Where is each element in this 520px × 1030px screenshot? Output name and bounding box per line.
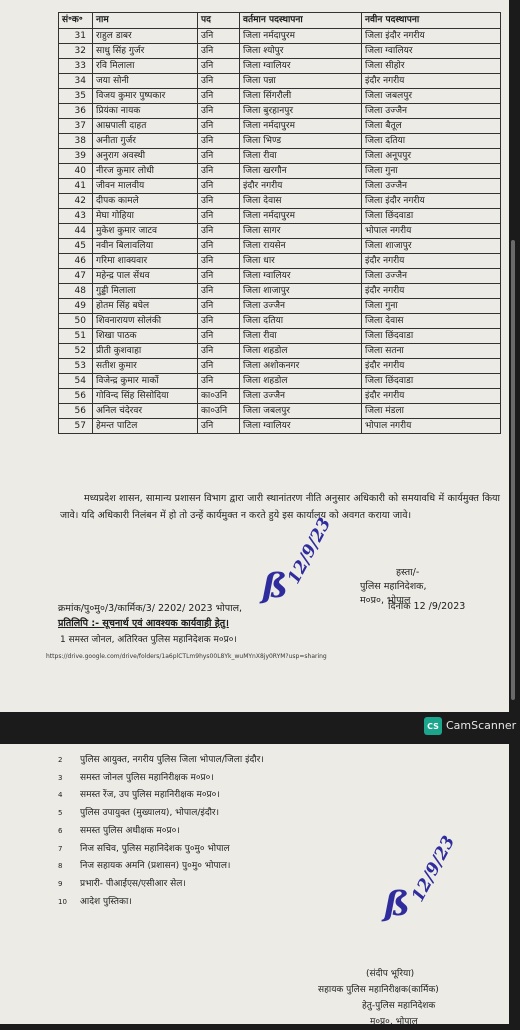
cell-serial: 49 [59, 299, 93, 314]
cell-current-posting: इंदौर नगरीय [240, 179, 362, 194]
cell-serial: 47 [59, 269, 93, 284]
cell-current-posting: जिला शाजापुर [240, 284, 362, 299]
cell-new-posting: जिला जबलपुर [362, 89, 501, 104]
cell-serial: 34 [59, 74, 93, 89]
list-item [58, 752, 264, 770]
signature-line: पुलिस महानिदेशक, [360, 581, 427, 592]
handwritten-initials: ß [384, 884, 410, 924]
list-item [58, 858, 264, 876]
cell-current-posting: जिला सागर [240, 224, 362, 239]
cell-name: गरिमा शाक्यवार [93, 254, 198, 269]
table-row [59, 224, 501, 239]
cell-current-posting: जिला ग्वालियर [240, 269, 362, 284]
table-row [59, 179, 501, 194]
signature-line: हस्ता/- [396, 567, 420, 578]
cell-new-posting: जिला उज्जैन [362, 179, 501, 194]
cell-current-posting: जिला धार [240, 254, 362, 269]
scanner-footer-band [0, 712, 520, 740]
signature-line: म०प्र०, भोपाल [370, 1017, 418, 1027]
cell-serial: 45 [59, 239, 93, 254]
table-row [59, 74, 501, 89]
header-name: नाम [93, 13, 198, 29]
header-rank: पद [198, 13, 240, 29]
signature-line: (संदीप भूरिया) [366, 969, 415, 979]
cell-rank: का०उनि [198, 389, 240, 404]
cell-new-posting: जिला सतना [362, 344, 501, 359]
cell-serial: 36 [59, 104, 93, 119]
cell-new-posting: जिला सीहोर [362, 59, 501, 74]
cell-new-posting: जिला छिंदवाडा [362, 209, 501, 224]
table-row [59, 314, 501, 329]
list-item-text: समस्त पुलिस अधीक्षक म०प्र०। [80, 825, 180, 836]
cell-rank: उनि [198, 374, 240, 389]
distribution-list [58, 752, 264, 911]
header-new-posting: नवीन पदस्थापना [362, 13, 501, 29]
cell-rank: उनि [198, 164, 240, 179]
transfer-table [58, 12, 501, 434]
cell-name: नवीन बिलावलिया [93, 239, 198, 254]
cell-serial: 41 [59, 179, 93, 194]
cell-rank: उनि [198, 209, 240, 224]
cell-serial: 40 [59, 164, 93, 179]
table-row [59, 134, 501, 149]
cell-name: महेन्द्र पाल सेंधव [93, 269, 198, 284]
cell-rank: उनि [198, 104, 240, 119]
table-row [59, 209, 501, 224]
cell-name: सतीश कुमार [93, 359, 198, 374]
table-header-row [59, 13, 501, 29]
cell-new-posting: जिला उज्जैन [362, 104, 501, 119]
cell-current-posting: जिला ग्वालियर [240, 59, 362, 74]
cell-rank: उनि [198, 44, 240, 59]
list-item-text: पुलिस आयुक्त, नगरीय पुलिस जिला भोपाल/जिला इंदौर। [80, 755, 264, 765]
camscanner-logo-icon: CS [424, 717, 442, 735]
table-row [59, 299, 501, 314]
cell-current-posting: जिला नर्मदापुरम [240, 119, 362, 134]
cell-current-posting: जिला देवास [240, 194, 362, 209]
cell-name: गोविन्द सिंह सिसोदिया [93, 389, 198, 404]
cell-new-posting: जिला गुना [362, 299, 501, 314]
cell-serial: 51 [59, 329, 93, 344]
cell-name: शिवनारायण सोलंकी [93, 314, 198, 329]
list-item-number: 3 [58, 773, 63, 782]
cell-serial: 32 [59, 44, 93, 59]
cell-name: शिखा पाठक [93, 329, 198, 344]
header-current-posting: वर्तमान पदस्थापना [240, 13, 362, 29]
list-item [58, 876, 264, 894]
cell-current-posting: जिला उज्जैन [240, 299, 362, 314]
cell-current-posting: जिला नर्मदापुरम [240, 209, 362, 224]
list-item-number: 7 [58, 844, 63, 853]
cell-name: गुड्डी मिलाला [93, 284, 198, 299]
cell-serial: 43 [59, 209, 93, 224]
cell-rank: उनि [198, 149, 240, 164]
cell-serial: 35 [59, 89, 93, 104]
cell-new-posting: जिला इंदौर नगरीय [362, 194, 501, 209]
cell-name: साधु सिंह गुर्जर [93, 44, 198, 59]
list-item-number: 6 [58, 826, 63, 835]
list-item [58, 823, 264, 841]
table-row [59, 374, 501, 389]
cell-current-posting: जिला भिण्ड [240, 134, 362, 149]
list-item-text: प्रभारी- पीआईएस/एसीआर सेल। [80, 878, 186, 889]
scrollbar[interactable] [511, 240, 515, 700]
handwritten-initials: ß [262, 566, 288, 606]
cell-rank: उनि [198, 59, 240, 74]
table-row [59, 359, 501, 374]
cell-rank: उनि [198, 29, 240, 44]
cell-name: होतम सिंह बघेल [93, 299, 198, 314]
cell-current-posting: जिला दतिया [240, 314, 362, 329]
table-row [59, 419, 501, 434]
list-item-text: निज सचिव, पुलिस महानिदेशक पु०मु० भोपाल [80, 843, 230, 854]
table-row [59, 194, 501, 209]
cell-rank: उनि [198, 419, 240, 434]
cell-rank: उनि [198, 74, 240, 89]
table-row [59, 89, 501, 104]
list-item-text: निज सहायक अमनि (प्रशासन) पु०मु० भोपाल। [80, 861, 231, 872]
handwritten-date: 12/9/23 [284, 514, 336, 588]
cell-name: अनिल चंदेरवर [93, 404, 198, 419]
cell-serial: 39 [59, 149, 93, 164]
reference-number: क्रमांक/पु०मु०/3/कार्मिक/3/ 2202/ 2023 भोपाल, [58, 603, 243, 614]
order-date: दिनांक 12 /9/2023 [388, 601, 466, 612]
cell-serial: 46 [59, 254, 93, 269]
cell-current-posting: जिला बुरहानपुर [240, 104, 362, 119]
cell-rank: का०उनि [198, 404, 240, 419]
drive-link[interactable]: https://drive.google.com/drive/folders/1a6plCTLm9hys00L8Yk_wuMYnX8jy0RYM?usp=sharing [46, 653, 327, 660]
cell-name: प्रियंका नायक [93, 104, 198, 119]
list-item [58, 841, 264, 859]
cell-new-posting: इंदौर नगरीय [362, 74, 501, 89]
cell-current-posting: जिला खरगौन [240, 164, 362, 179]
cell-current-posting: जिला श्योपुर [240, 44, 362, 59]
table-row [59, 284, 501, 299]
cell-new-posting: जिला छिंदवाडा [362, 374, 501, 389]
cell-current-posting: जिला पन्ना [240, 74, 362, 89]
cell-new-posting: जिला देवास [362, 314, 501, 329]
cell-rank: उनि [198, 254, 240, 269]
cell-new-posting: इंदौर नगरीय [362, 389, 501, 404]
cell-serial: 42 [59, 194, 93, 209]
copy-item: 1 समस्त जोनल, अतिरिक्त पुलिस महानिदेशक म०प्र०। [60, 635, 237, 645]
header-serial: सं॰क॰ [59, 13, 93, 29]
cell-current-posting: जिला रायसेन [240, 239, 362, 254]
cell-rank: उनि [198, 194, 240, 209]
cell-rank: उनि [198, 239, 240, 254]
list-item [58, 787, 264, 805]
cell-serial: 37 [59, 119, 93, 134]
signature-line: सहायक पुलिस महानिरीक्षक(कार्मिक) [318, 985, 439, 995]
table-row [59, 119, 501, 134]
camscanner-label: CamScanner [446, 719, 517, 732]
cell-new-posting: इंदौर नगरीय [362, 254, 501, 269]
cell-name: विजेन्द्र कुमार मार्को [93, 374, 198, 389]
cell-name: नीरज कुमार लोधी [93, 164, 198, 179]
cell-name: प्रीती कुशवाहा [93, 344, 198, 359]
table-row [59, 29, 501, 44]
cell-name: आम्रपाली दाहत [93, 119, 198, 134]
cell-new-posting: जिला अनूपपुर [362, 149, 501, 164]
signature-block-aig [318, 966, 439, 1030]
cell-current-posting: जिला रीवा [240, 149, 362, 164]
cell-rank: उनि [198, 344, 240, 359]
cell-current-posting: जिला शहडोल [240, 374, 362, 389]
cell-new-posting: जिला दतिया [362, 134, 501, 149]
cell-serial: 31 [59, 29, 93, 44]
cell-new-posting: भोपाल नगरीय [362, 419, 501, 434]
cell-name: जया सोनी [93, 74, 198, 89]
cell-rank: उनि [198, 284, 240, 299]
list-item-number: 8 [58, 862, 63, 871]
cell-current-posting: जिला नर्मदापुरम [240, 29, 362, 44]
cell-new-posting: इंदौर नगरीय [362, 359, 501, 374]
copy-heading: प्रतिलिपि :- सूचनार्थ एवं आवश्यक कार्यवाही हेतु। [58, 618, 229, 629]
cell-rank: उनि [198, 134, 240, 149]
cell-current-posting: जिला शहडोल [240, 344, 362, 359]
table-row [59, 149, 501, 164]
list-item-text: आदेश पुस्तिका। [80, 896, 132, 907]
table-row [59, 254, 501, 269]
cell-rank: उनि [198, 179, 240, 194]
cell-serial: 48 [59, 284, 93, 299]
order-paragraph: मध्यप्रदेश शासन, सामान्य प्रशासन विभाग द्वारा जारी स्थानांतरण नीति अनुसार अधिकारी को समयावधि में कार्यमुक्त किया जावे। यदि अधिकारी निलंबन में हो तो उन्हें कार्यमुक्त न करते हुये इस कार्यालय को अवगत कराया जावे। [60, 493, 500, 521]
cell-new-posting: जिला मंडला [362, 404, 501, 419]
cell-current-posting: जिला जबलपुर [240, 404, 362, 419]
cell-rank: उनि [198, 329, 240, 344]
table-row [59, 389, 501, 404]
cell-current-posting: जिला उज्जैन [240, 389, 362, 404]
list-item [58, 894, 264, 912]
signature-line: हेतु-पुलिस महानिदेशक [362, 1001, 436, 1011]
cell-rank: उनि [198, 359, 240, 374]
table-row [59, 104, 501, 119]
list-item [58, 770, 264, 788]
cell-rank: उनि [198, 224, 240, 239]
table-row [59, 164, 501, 179]
cell-serial: 38 [59, 134, 93, 149]
cell-serial: 54 [59, 374, 93, 389]
cell-rank: उनि [198, 89, 240, 104]
table-row [59, 44, 501, 59]
cell-name: रवि मिलाला [93, 59, 198, 74]
cell-new-posting: भोपाल नगरीय [362, 224, 501, 239]
list-item [58, 805, 264, 823]
cell-serial: 53 [59, 359, 93, 374]
list-item-number: 2 [58, 756, 63, 764]
handwritten-date: 12/9/23 [408, 832, 460, 906]
cell-serial: 50 [59, 314, 93, 329]
cell-serial: 44 [59, 224, 93, 239]
table-row [59, 329, 501, 344]
list-item-text: समस्त जोनल पुलिस महानिरीक्षक म०प्र०। [80, 772, 214, 783]
list-item-text: पुलिस उपायुक्त (मुख्यालय), भोपाल/इंदौर। [80, 808, 220, 819]
cell-name: राहुल डाबर [93, 29, 198, 44]
cell-serial: 57 [59, 419, 93, 434]
table-row [59, 239, 501, 254]
cell-rank: उनि [198, 119, 240, 134]
cell-rank: उनि [198, 299, 240, 314]
cell-new-posting: जिला ग्वालियर [362, 44, 501, 59]
cell-new-posting: जिला गुना [362, 164, 501, 179]
signature-line: म०प्र०, भोपाल [360, 595, 411, 606]
cell-name: दीपक कामले [93, 194, 198, 209]
table-row [59, 344, 501, 359]
cell-new-posting: जिला बैतूल [362, 119, 501, 134]
cell-serial: 52 [59, 344, 93, 359]
table-row [59, 269, 501, 284]
cell-current-posting: जिला अशोकनगर [240, 359, 362, 374]
list-item-number: 10 [58, 897, 67, 906]
cell-rank: उनि [198, 314, 240, 329]
cell-new-posting: जिला शाजापुर [362, 239, 501, 254]
list-item-number: 5 [58, 809, 63, 818]
cell-current-posting: जिला रीवा [240, 329, 362, 344]
cell-name: विजय कुमार पुष्पकार [93, 89, 198, 104]
cell-new-posting: जिला इंदौर नगरीय [362, 29, 501, 44]
cell-current-posting: जिला सिंगरौली [240, 89, 362, 104]
list-item-number: 9 [58, 879, 63, 888]
list-item-number: 4 [58, 791, 63, 800]
document-page-2 [0, 744, 509, 1027]
cell-rank: उनि [198, 269, 240, 284]
cell-serial: 56 [59, 404, 93, 419]
cell-name: अनुराग अवस्थी [93, 149, 198, 164]
table-row [59, 404, 501, 419]
cell-name: जीवन मालवीय [93, 179, 198, 194]
table-body [59, 29, 501, 434]
table-row [59, 59, 501, 74]
cell-new-posting: इंदौर नगरीय [362, 284, 501, 299]
cell-new-posting: जिला उज्जैन [362, 269, 501, 284]
cell-serial: 56 [59, 389, 93, 404]
cell-current-posting: जिला ग्वालियर [240, 419, 362, 434]
cell-new-posting: जिला छिंदवाडा [362, 329, 501, 344]
cell-name: हेमन्त पाटिल [93, 419, 198, 434]
cell-name: मेघा गोहिया [93, 209, 198, 224]
cell-serial: 33 [59, 59, 93, 74]
cell-name: मुकेश कुमार जाटव [93, 224, 198, 239]
list-item-text: समस्त रेंज, उप पुलिस महानिरीक्षक म०प्र०। [80, 790, 220, 801]
cell-name: अनीता गुर्जर [93, 134, 198, 149]
